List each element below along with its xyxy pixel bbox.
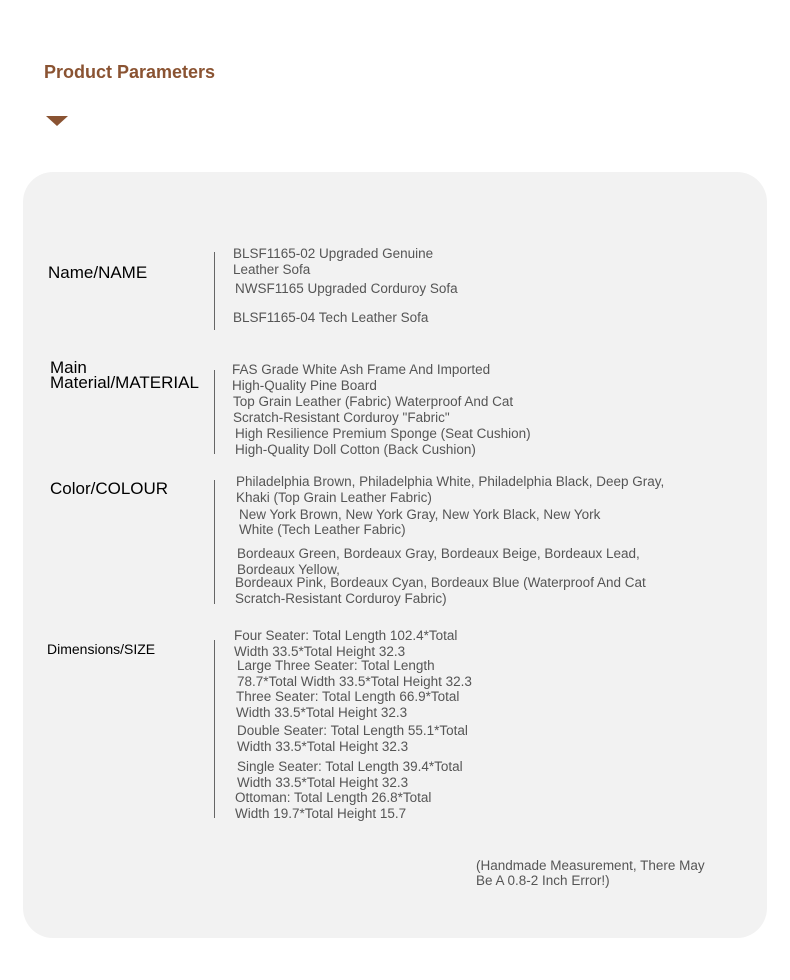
color-divider	[214, 480, 215, 604]
size-value-line: Width 33.5*Total Height 32.3	[236, 705, 408, 720]
color-value-line: Bordeaux Pink, Bordeaux Cyan, Bordeaux Blue (Waterproof And Cat	[235, 575, 646, 590]
size-value-line: Single Seater: Total Length 39.4*Total	[237, 759, 463, 774]
size-value-line: Width 33.5*Total Height 32.3	[237, 775, 409, 790]
size-value-line: Large Three Seater: Total Length	[237, 658, 435, 673]
color-value-line: Khaki (Top Grain Leather Fabric)	[236, 490, 432, 505]
material-value-line: Scratch-Resistant Corduroy "Fabric"	[233, 410, 450, 425]
material-label-line2: Material/MATERIAL	[50, 373, 199, 392]
color-label: Color/COLOUR	[50, 479, 169, 498]
size-label: Dimensions/SIZE	[47, 641, 156, 657]
name-value-line: BLSF1165-04 Tech Leather Sofa	[233, 310, 429, 325]
size-value-line: Width 33.5*Total Height 32.3	[234, 644, 406, 659]
material-divider	[214, 370, 215, 454]
color-value-line: New York Brown, New York Gray, New York Black, New York	[239, 507, 601, 522]
caret-down-icon	[46, 116, 68, 126]
name-value-line: BLSF1165-02 Upgraded Genuine	[233, 246, 434, 261]
size-value-line: Double Seater: Total Length 55.1*Total	[237, 723, 468, 738]
name-value-line: Leather Sofa	[233, 262, 311, 277]
material-value-line: Top Grain Leather (Fabric) Waterproof And Cat	[233, 394, 514, 409]
color-value-line: Bordeaux Green, Bordeaux Gray, Bordeaux Beige, Bordeaux Lead,	[237, 546, 640, 561]
material-label-line1: Main	[50, 358, 87, 377]
size-value-line: Ottoman: Total Length 26.8*Total	[235, 790, 432, 805]
measurement-note-line1: (Handmade Measurement, There May	[476, 858, 705, 873]
name-label: Name/NAME	[48, 263, 148, 282]
color-value-line: Scratch-Resistant Corduroy Fabric)	[235, 591, 447, 606]
size-value-line: Four Seater: Total Length 102.4*Total	[234, 628, 458, 643]
section-title: Product Parameters	[44, 62, 216, 82]
size-value-line: Width 33.5*Total Height 32.3	[237, 739, 409, 754]
measurement-note-line2: Be A 0.8-2 Inch Error!)	[476, 873, 610, 888]
color-value-line: Bordeaux Yellow,	[237, 562, 340, 577]
color-value-line: Philadelphia Brown, Philadelphia White, Philadelphia Black, Deep Gray,	[236, 474, 665, 489]
material-value-line: High-Quality Doll Cotton (Back Cushion)	[235, 442, 476, 457]
color-value-line: White (Tech Leather Fabric)	[239, 522, 406, 537]
size-value-line: 78.7*Total Width 33.5*Total Height 32.3	[237, 674, 472, 689]
name-divider	[214, 252, 215, 330]
material-value-line: High Resilience Premium Sponge (Seat Cushion)	[235, 426, 531, 441]
size-value-line: Three Seater: Total Length 66.9*Total	[236, 689, 460, 704]
material-value-line: High-Quality Pine Board	[232, 378, 377, 393]
measurement-note	[476, 858, 705, 888]
name-value-line: NWSF1165 Upgraded Corduroy Sofa	[235, 281, 458, 296]
size-divider	[214, 640, 215, 818]
size-value-line: Width 19.7*Total Height 15.7	[235, 806, 407, 821]
material-value-line: FAS Grade White Ash Frame And Imported	[232, 362, 491, 377]
